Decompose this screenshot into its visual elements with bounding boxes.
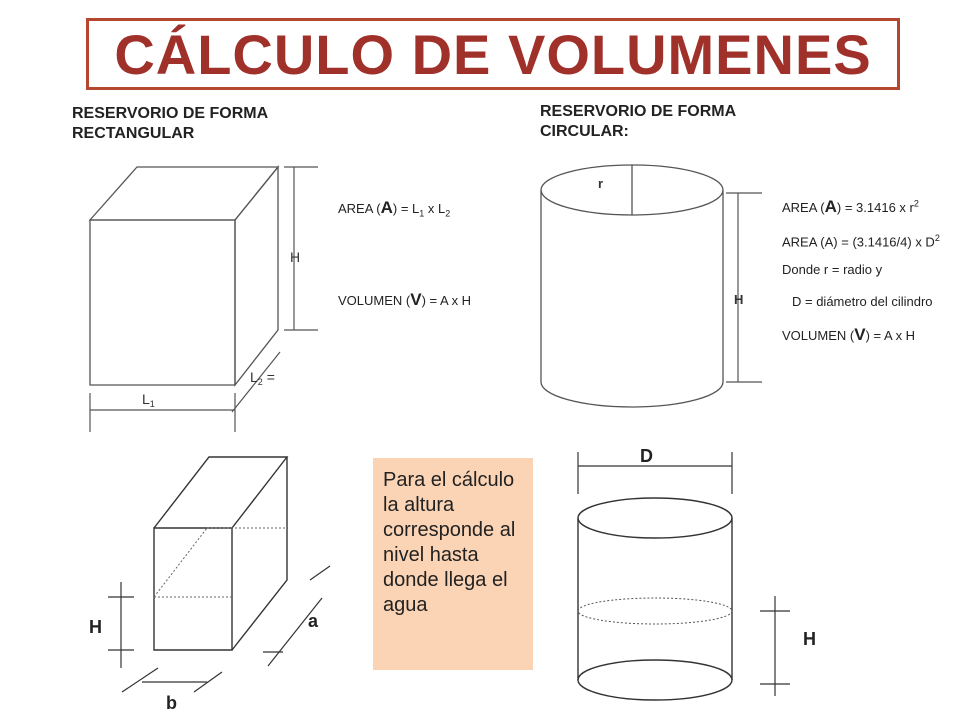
rect-l1-dimension [90,393,235,432]
rect-l2-label: $L_2$ = [250,369,275,387]
cyl-top-ellipse [578,498,732,538]
box-h-dimension [108,582,134,668]
rect-h-label: H [290,249,301,265]
cube-top-face [90,167,278,220]
box-b-dimension [122,668,222,692]
cube-side-face [235,167,278,385]
rect-title-line2: RECTANGULAR [72,125,195,142]
cylinder-diagram [578,498,732,700]
box-b-label: b [166,693,177,713]
rect-volume-formula: VOLUMEN (V) = A x H [338,290,472,309]
box-water-level [154,528,287,597]
cyl-d-label: D [640,446,653,466]
circ-volume-formula: VOLUMEN (V) = A x H [782,325,916,344]
box-h-label: H [89,617,102,637]
cyl-bottom-ellipse [578,660,732,700]
circ-h-label: H [734,292,744,307]
rect-title-line1: RESERVORIO DE FORMA [72,105,269,122]
circ-r-label: r [598,176,604,191]
cyl-h-dimension [760,596,790,696]
rect-area-formula: AREA $(A) = L_1$ x $L_2$ [338,198,451,219]
cylinder-bottom-arc [541,382,723,407]
water-level-note: Para el cálculo la altura corresponde al nivel hasta donde llega el agua [373,458,533,670]
page-title: CÁLCULO DE VOLUMENES [114,22,872,86]
rect-l1-label: $L_1$ [142,391,155,409]
circ-area-formula-1: AREA (A) = 3.1416 x $r^2$ [782,197,919,216]
circ-title-line1: RESERVORIO DE FORMA [540,103,737,120]
box-a-label: a [308,611,319,631]
circ-reservoir-cylinder [541,165,723,407]
circ-area-formula-2: AREA (A) = (3.1416/4) x $D^2$ [782,233,940,250]
rect-reservoir-cube [90,167,278,385]
cyl-d-dimension [578,452,732,494]
cube-front-face [90,220,235,385]
circ-title-line2: CIRCULAR: [540,123,629,140]
circ-donde-d: D = diámetro del cilindro [792,294,933,309]
cyl-h-label: H [803,629,816,649]
circ-h-dimension [726,193,762,382]
box-diagram [154,457,287,650]
box-front-face [154,528,232,650]
box-a-dimension [263,566,330,666]
cyl-water-level [578,598,732,624]
circ-donde-r: Donde r = radio y [782,262,883,277]
